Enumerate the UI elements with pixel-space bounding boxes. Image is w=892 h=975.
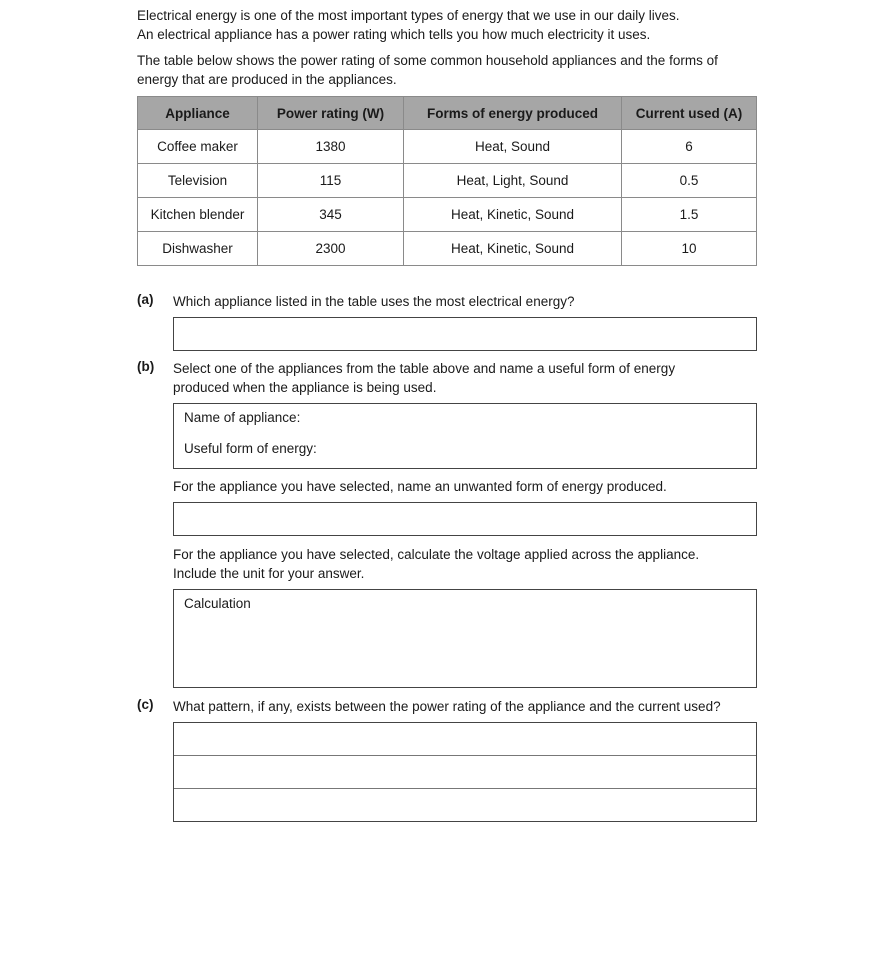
question-c-label: (c) [137,697,154,712]
cell-power: 115 [258,164,404,198]
header-power-rating: Power rating (W) [258,97,404,130]
cell-appliance: Dishwasher [138,232,258,266]
question-b-text [173,359,763,397]
table-header-row [138,97,757,130]
answer-box-b-unwanted[interactable] [173,502,757,536]
cell-current: 1.5 [622,198,757,232]
header-appliance: Appliance [138,97,258,130]
cell-appliance: Kitchen blender [138,198,258,232]
intro-line: An electrical appliance has a power rating which tells you how much electricity it uses. [137,27,651,42]
cell-energy: Heat, Light, Sound [404,164,622,198]
header-forms-of-energy: Forms of energy produced [404,97,622,130]
appliance-table [137,96,757,266]
answer-box-a[interactable] [173,317,757,351]
question-a-label: (a) [137,292,154,307]
question-b-voltage-text [173,545,763,583]
answer-line-divider [174,755,756,756]
question-b-voltage-line: Include the unit for your answer. [173,566,365,581]
table-row [138,232,757,266]
answer-box-c[interactable] [173,722,757,822]
question-b-line: Select one of the appliances from the table above and name a useful form of energy [173,361,676,376]
intro-paragraph-1 [137,6,777,44]
field-name-of-appliance: Name of appliance: [184,410,301,425]
cell-energy: Heat, Kinetic, Sound [404,232,622,266]
table-row [138,164,757,198]
cell-power: 2300 [258,232,404,266]
intro-line: The table below shows the power rating of some common household appliances and the forms of [137,53,718,68]
answer-box-b-appliance[interactable] [173,403,757,469]
answer-box-b-calculation[interactable] [173,589,757,688]
header-current-used: Current used (A) [622,97,757,130]
cell-appliance: Coffee maker [138,130,258,164]
cell-current: 10 [622,232,757,266]
intro-line: energy that are produced in the appliances. [137,72,397,87]
question-c-text: What pattern, if any, exists between the power rating of the appliance and the current used? [173,699,721,714]
cell-power: 345 [258,198,404,232]
cell-current: 6 [622,130,757,164]
cell-appliance: Television [138,164,258,198]
intro-paragraph-2 [137,51,777,89]
cell-energy: Heat, Kinetic, Sound [404,198,622,232]
calculation-label: Calculation [184,596,251,611]
question-b-line: produced when the appliance is being used. [173,380,437,395]
table-row [138,198,757,232]
question-b-label: (b) [137,359,155,374]
table-row [138,130,757,164]
question-b-unwanted-text: For the appliance you have selected, name an unwanted form of energy produced. [173,479,667,494]
cell-current: 0.5 [622,164,757,198]
cell-power: 1380 [258,130,404,164]
intro-line: Electrical energy is one of the most important types of energy that we use in our daily lives. [137,8,680,23]
question-b-voltage-line: For the appliance you have selected, calculate the voltage applied across the appliance. [173,547,700,562]
field-useful-energy: Useful form of energy: [184,441,317,456]
cell-energy: Heat, Sound [404,130,622,164]
answer-line-divider [174,788,756,789]
question-a-text: Which appliance listed in the table uses the most electrical energy? [173,294,575,309]
